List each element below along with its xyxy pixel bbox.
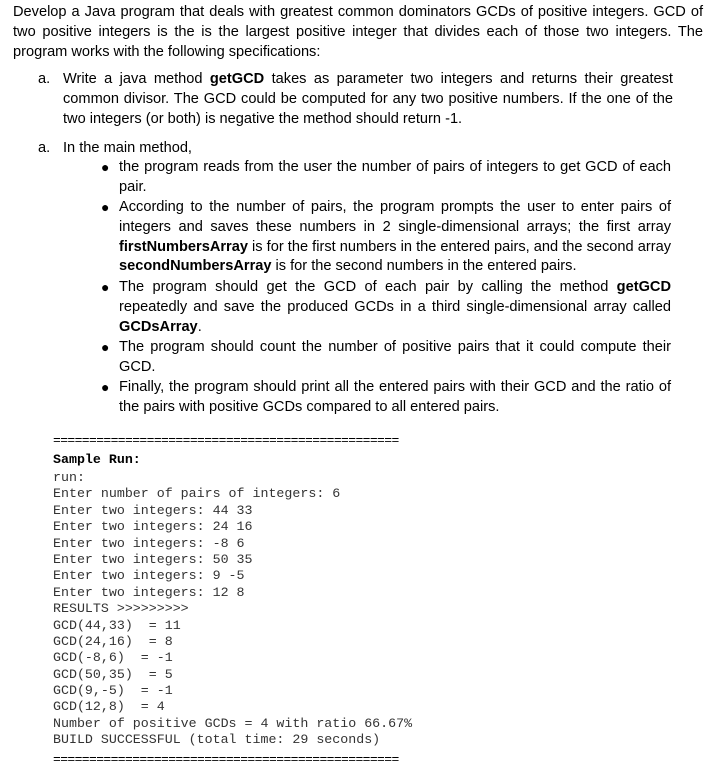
bullet-text: is for the second numbers in the entered pairs. (271, 258, 577, 275)
divider-bottom: ================================================ (53, 752, 399, 767)
console-line: Enter number of pairs of integers: 6 (53, 486, 341, 502)
bullet-icon: ● (101, 279, 110, 295)
sample-run-output (53, 470, 673, 749)
console-line: RESULTS >>>>>>>>> (53, 601, 189, 617)
bullet-text: According to the number of pairs, the program prompts the user to enter pairs of integers and saves these numbers in 2 single-dimensional arrays; the first array (119, 199, 671, 235)
console-line: Enter two integers: -8 6 (53, 535, 245, 551)
list-marker: a. (38, 140, 51, 156)
console-line: BUILD SUCCESSFUL (total time: 29 seconds) (53, 732, 381, 748)
bullet-item (101, 278, 671, 337)
bullet-icon: ● (101, 159, 110, 175)
intro-paragraph: Develop a Java program that deals with greatest common dominators GCDs of positive integers. GCD of two positive integers is the is the largest positive integer that divides each of those two integers. The program works with the following specifications: (13, 4, 703, 60)
bullet-text: Finally, the program should print all the entered pairs with their GCD and the ratio of the pairs with positive GCDs compared to all entered pairs. (119, 379, 671, 415)
method-name-getgcd: getGCD (209, 71, 265, 87)
console-line: Enter two integers: 50 35 (53, 551, 253, 567)
spec-text: takes as parameter two integers and returns their greatest common divisor. The GCD could be computed for any two positive numbers. If the one of the two integers (or both) is negative the method should return -1. (63, 71, 673, 127)
array-name-gcds: GCDsArray (119, 318, 198, 335)
bullet-item (101, 158, 671, 198)
spec-item-main-method (38, 138, 673, 158)
spec-item-getgcd (38, 69, 673, 129)
list-marker: a. (38, 71, 51, 87)
console-line: GCD(24,16) = 8 (53, 633, 173, 649)
console-line: GCD(9,-5) = -1 (53, 683, 173, 699)
bullet-icon: ● (101, 339, 110, 355)
console-line: GCD(12,8) = 4 (53, 699, 165, 715)
console-line: GCD(44,33) = 11 (53, 617, 181, 633)
console-line: Enter two integers: 24 16 (53, 519, 253, 535)
console-line: GCD(-8,6) = -1 (53, 650, 173, 666)
divider-top: ================================================ (53, 433, 399, 448)
bullet-icon: ● (101, 199, 110, 215)
console-line: Number of positive GCDs = 4 with ratio 66.67% (53, 715, 413, 731)
bullet-icon: ● (101, 379, 110, 395)
console-line: Enter two integers: 12 8 (53, 584, 245, 600)
array-name-second: secondNumbersArray (119, 258, 272, 275)
method-name-getgcd: getGCD (616, 279, 671, 295)
console-line: run: (53, 470, 85, 485)
array-name-first: firstNumbersArray (119, 238, 248, 255)
bullet-item (101, 338, 671, 378)
console-line: Enter two integers: 9 -5 (53, 568, 245, 584)
bullet-text: The program should count the number of positive pairs that it could compute their GCD. (119, 339, 671, 375)
bullet-item (101, 198, 671, 277)
bullet-text: The program should get the GCD of each pair by calling the method (119, 279, 617, 295)
bullet-text: is for the first numbers in the entered pairs, and the second array (247, 238, 671, 255)
sample-run-title: Sample Run: (53, 452, 141, 467)
bullet-text: repeatedly and save the produced GCDs in a third single-dimensional array called (119, 298, 671, 315)
console-line: GCD(50,35) = 5 (53, 666, 173, 682)
spec-text: Write a java method (63, 71, 210, 87)
bullet-text: . (197, 318, 202, 335)
spec-text: In the main method, (63, 140, 192, 156)
bullet-item (101, 378, 671, 418)
bullet-text: the program reads from the user the number of pairs of integers to get GCD of each pair. (119, 159, 671, 195)
console-line: Enter two integers: 44 33 (53, 502, 253, 518)
